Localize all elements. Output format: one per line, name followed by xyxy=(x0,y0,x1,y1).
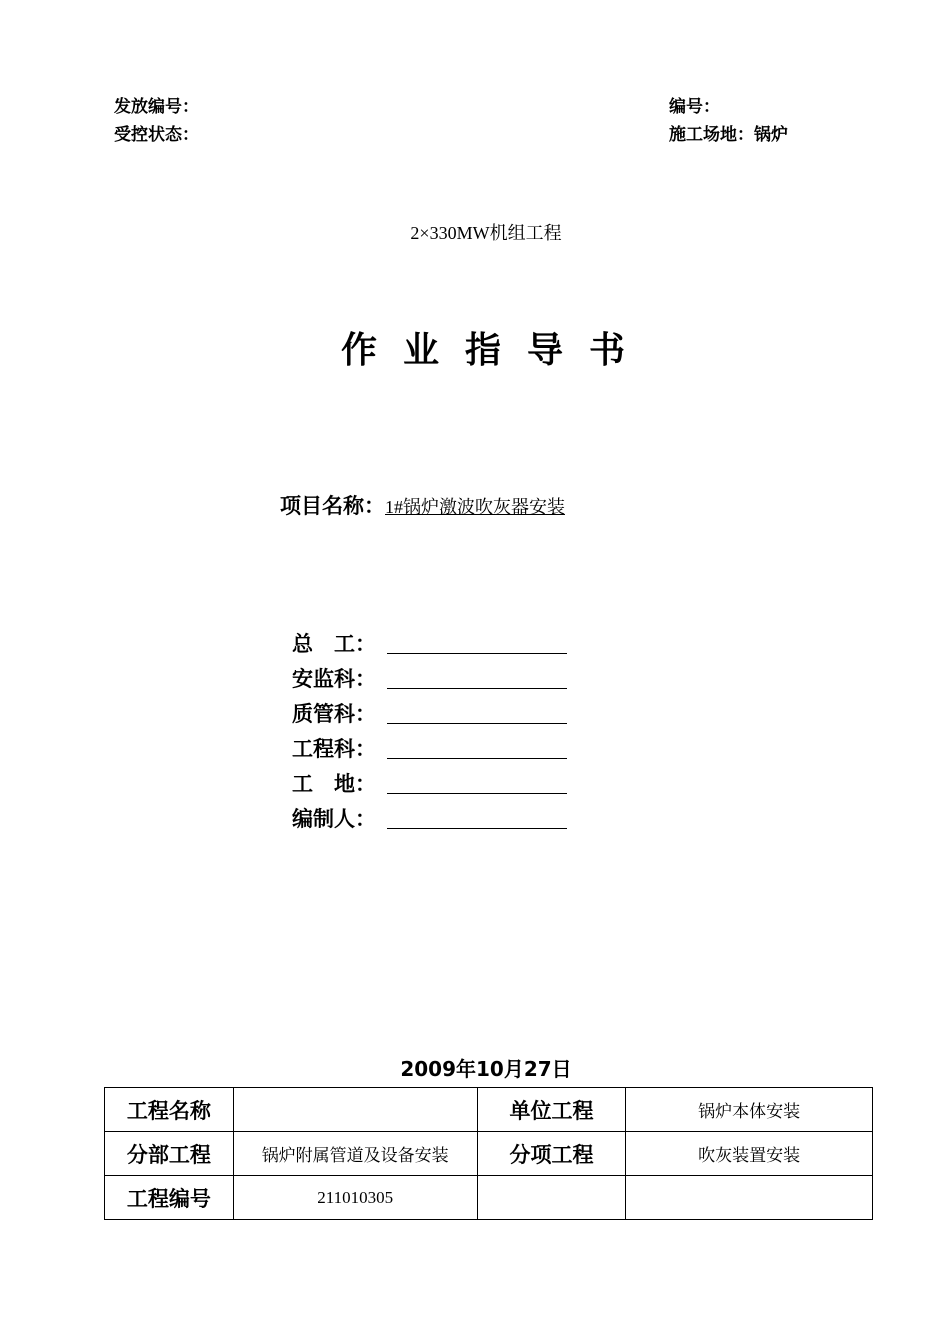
empty-cell xyxy=(626,1176,873,1220)
signature-row-safety xyxy=(292,663,567,693)
signature-label: 编制人： xyxy=(292,807,376,831)
document-number-label: 编号： xyxy=(669,97,720,117)
signature-row-engineering xyxy=(292,733,567,763)
project-number-header-cell: 工程编号 xyxy=(105,1176,234,1220)
unit-project-header-cell: 单位工程 xyxy=(477,1088,626,1132)
signature-line xyxy=(387,771,567,794)
sub-item-project-header-cell: 分项工程 xyxy=(477,1132,626,1176)
project-name-header-cell: 工程名称 xyxy=(105,1088,234,1132)
project-name-value: 1#锅炉激波吹灰器安装 xyxy=(385,497,565,517)
signature-row-site xyxy=(292,768,567,798)
signature-row-author xyxy=(292,803,567,833)
project-number-value-cell: 211010305 xyxy=(233,1176,477,1220)
signature-line xyxy=(387,666,567,689)
project-info-table xyxy=(104,1087,873,1220)
project-name-value-cell xyxy=(233,1088,477,1132)
document-date: 2009年10月27日 xyxy=(400,1057,572,1081)
signature-label: 工程科： xyxy=(292,737,376,761)
table-row xyxy=(105,1176,873,1220)
unit-project-value-cell: 锅炉本体安装 xyxy=(626,1088,873,1132)
table-row xyxy=(105,1132,873,1176)
project-name-label: 项目名称： xyxy=(280,494,385,518)
issue-number-label: 发放编号： xyxy=(114,97,199,117)
signature-line xyxy=(387,736,567,759)
document-title: 作业指导书 xyxy=(341,330,652,371)
project-subtitle: 2×330MW机组工程 xyxy=(410,223,562,243)
signature-label: 安监科： xyxy=(292,667,376,691)
signature-line xyxy=(387,631,567,654)
division-project-value-cell: 锅炉附属管道及设备安装 xyxy=(233,1132,477,1176)
project-name-row xyxy=(280,490,565,520)
construction-site-label: 施工场地：锅炉 xyxy=(669,125,788,145)
sub-item-project-value-cell: 吹灰装置安装 xyxy=(626,1132,873,1176)
signature-row-quality xyxy=(292,698,567,728)
control-status-label: 受控状态： xyxy=(114,125,199,145)
signature-label: 总 工： xyxy=(292,632,376,656)
signature-line xyxy=(387,701,567,724)
empty-cell xyxy=(477,1176,626,1220)
signature-label: 质管科： xyxy=(292,702,376,726)
signature-label: 工 地： xyxy=(292,772,376,796)
table-row xyxy=(105,1088,873,1132)
signature-line xyxy=(387,806,567,829)
division-project-header-cell: 分部工程 xyxy=(105,1132,234,1176)
signature-row-chief-engineer xyxy=(292,628,567,658)
